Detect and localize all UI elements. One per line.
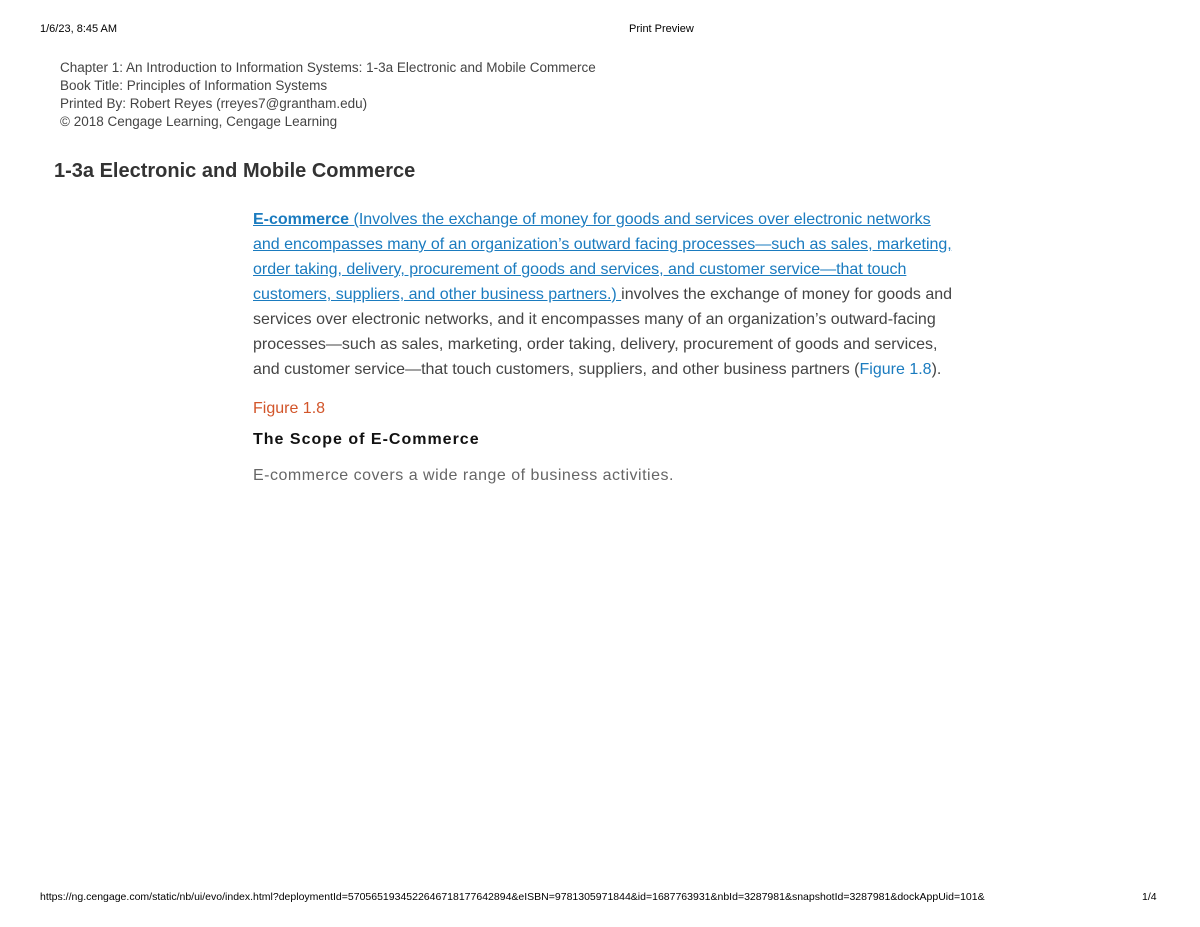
figure-label: Figure 1.8 xyxy=(253,400,326,417)
body-end: ). xyxy=(931,361,942,378)
figure-reference-link[interactable]: Figure 1.8 xyxy=(859,361,932,378)
footer-url: https://ng.cengage.com/static/nb/ui/evo/index.html?deploymentId=5705651934522646718177642894&eISBN=9781305971844&id=1687763931&nbId=3287981&snapshotId=3287981&dockAppUid=101& xyxy=(40,891,985,903)
chapter-line: Chapter 1: An Introduction to Information Systems: 1-3a Electronic and Mobile Commerce xyxy=(60,60,596,75)
figure-title: The Scope of E-Commerce xyxy=(253,431,480,448)
term-word: E-commerce xyxy=(253,211,350,228)
copyright-line: © 2018 Cengage Learning, Cengage Learning xyxy=(60,114,338,129)
term-definition: (Involves the exchange of money for goods and services over electronic networks and encompasses many of an organization’s outward facing processes—such as sales, marketing, order taking, delivery, procurement of goods and services, and customer service—that touch customers, suppliers, and other business partners.) xyxy=(253,211,952,303)
body-text: involves the exchange of money for goods and services over electronic networks, and it encompasses many of an organization’s outward-facing processes—such as sales, marketing, order taking, delivery, procurement of goods and services, and customer service—that touch customers, suppliers, and other business partners ( xyxy=(253,286,953,378)
page-number: 1/4 xyxy=(1142,891,1157,903)
book-title-line: Book Title: Principles of Information Systems xyxy=(60,78,328,93)
document-meta xyxy=(60,59,596,131)
main-content xyxy=(253,207,953,487)
body-paragraph xyxy=(253,207,953,382)
section-heading: 1-3a Electronic and Mobile Commerce xyxy=(54,160,416,182)
figure-caption: E-commerce covers a wide range of business activities. xyxy=(253,467,674,484)
print-preview-title: Print Preview xyxy=(629,23,694,35)
printed-by-line: Printed By: Robert Reyes (rreyes7@grantham.edu) xyxy=(60,96,368,111)
print-date: 1/6/23, 8:45 AM xyxy=(40,23,118,35)
